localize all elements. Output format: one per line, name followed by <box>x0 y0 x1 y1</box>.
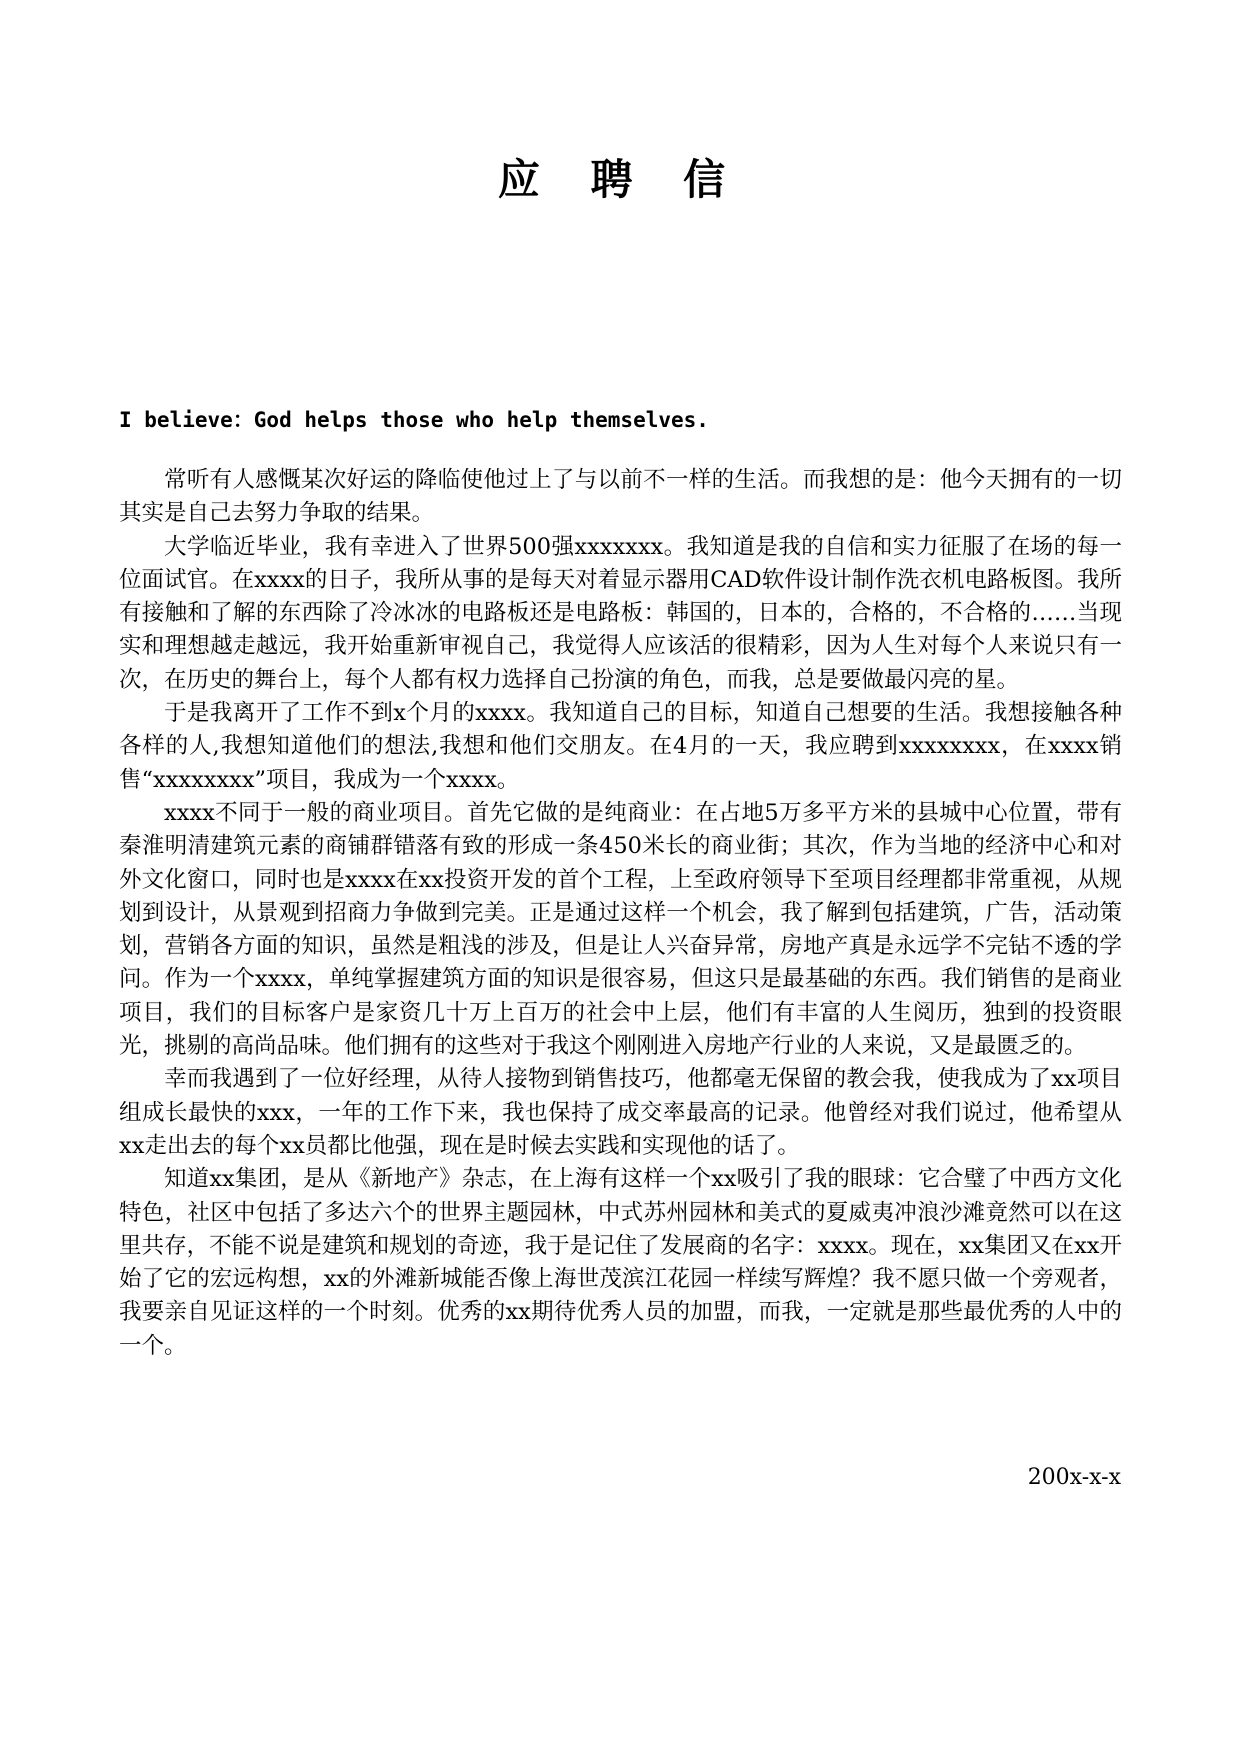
motto-line: I believe：God helps those who help themselves. <box>119 408 709 432</box>
paragraph-5: 幸而我遇到了一位好经理，从待人接物到销售技巧，他都毫无保留的教会我，使我成为了xx项目组成长最快的xxx，一年的工作下来，我也保持了成交率最高的记录。他曾经对我们说过，他希望从xx走出去的每个xx员都比他强，现在是时候去实践和实现他的话了。 <box>119 1066 1122 1159</box>
letter-title: 应 聘 信 <box>497 155 744 204</box>
letter-date: 200x-x-x <box>1027 1465 1121 1490</box>
letter-body <box>119 464 1122 1363</box>
paragraph-4: xxxx不同于一般的商业项目。首先它做的是纯商业：在占地5万多平方米的县城中心位置，带有秦淮明清建筑元素的商铺群错落有致的形成一条450米长的商业街；其次，作为当地的经济中心和对外文化窗口，同时也是xxxx在xx投资开发的首个工程，上至政府领导下至项目经理都非常重视，从规划到设计，从景观到招商力争做到完美。正是通过这样一个机会，我了解到包括建筑，广告，活动策划，营销各方面的知识，虽然是粗浅的涉及，但是让人兴奋异常，房地产真是永远学不完钻不透的学问。作为一个xxxx，单纯掌握建筑方面的知识是很容易，但这只是最基础的东西。我们销售的是商业项目，我们的目标客户是家资几十万上百万的社会中上层，他们有丰富的人生阅历，独到的投资眼光，挑剔的高尚品味。他们拥有的这些对于我这个刚刚进入房地产行业的人来说，又是最匮乏的。 <box>119 799 1122 1060</box>
paragraph-1: 常听有人感慨某次好运的降临使他过上了与以前不一样的生活。而我想的是：他今天拥有的一切其实是自己去努力争取的结果。 <box>119 467 1122 527</box>
paragraph-6: 知道xx集团，是从《新地产》杂志，在上海有这样一个xx吸引了我的眼球：它合璧了中西方文化特色，社区中包括了多达六个的世界主题园林，中式苏州园林和美式的夏威夷冲浪沙滩竟然可以在这里共存，不能不说是建筑和规划的奇迹，我于是记住了发展商的名字：xxxx。现在，xx集团又在xx开始了它的宏远构想，xx的外滩新城能否像上海世茂滨江花园一样续写辉煌？我不愿只做一个旁观者，我要亲自见证这样的一个时刻。优秀的xx期待优秀人员的加盟，而我，一定就是那些最优秀的人中的一个。 <box>119 1166 1122 1359</box>
paragraph-2: 大学临近毕业，我有幸进入了世界500强xxxxxxx。我知道是我的自信和实力征服了在场的每一位面试官。在xxxx的日子，我所从事的是每天对着显示器用CAD软件设计制作洗衣机电路板图。我所有接触和了解的东西除了冷冰冰的电路板还是电路板：韩国的，日本的，合格的，不合格的……当现实和理想越走越远，我开始重新审视自己，我觉得人应该活的很精彩，因为人生对每个人来说只有一次，在历史的舞台上，每个人都有权力选择自己扮演的角色，而我，总是要做最闪亮的星。 <box>119 533 1122 693</box>
paragraph-3: 于是我离开了工作不到x个月的xxxx。我知道自己的目标，知道自己想要的生活。我想接触各种各样的人,我想知道他们的想法,我想和他们交朋友。在4月的一天，我应聘到xxxxxxxx，在xxxx销售“xxxxxxxx”项目，我成为一个xxxx。 <box>119 700 1122 793</box>
